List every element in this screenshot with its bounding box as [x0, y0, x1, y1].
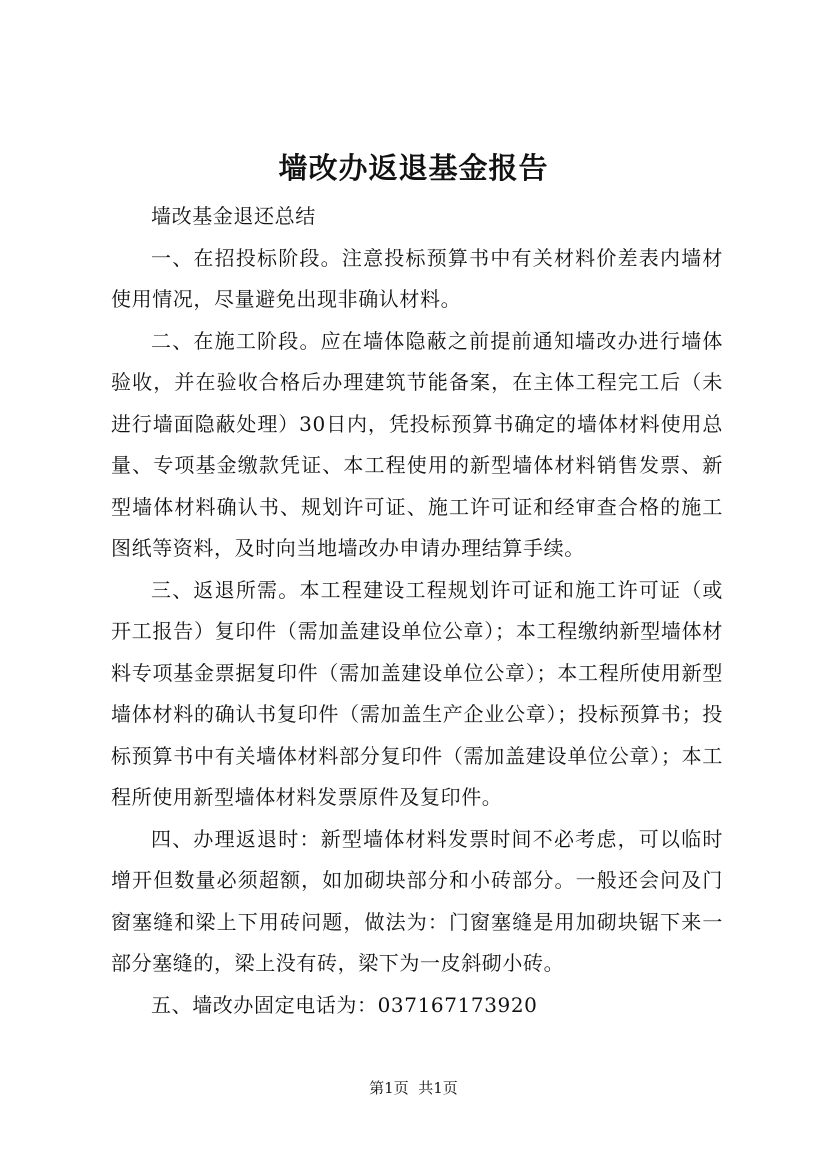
document-body — [111, 196, 723, 1026]
paragraph-office-phone: 五、墙改办固定电话为：037167173920 — [151, 992, 538, 1017]
paragraph-required-documents: 三、返退所需。本工程建设工程规划许可证和施工许可证（或开工报告）复印件（需加盖建设单位公章）；本工程缴纳新型墙体材料专项基金票据复印件（需加盖建设单位公章）；本工程所使用新型墙体材料的确认书复印件（需加盖生产企业公章）；投标预算书；投标预算书中有关墙体材料部分复印件（需加盖建设单位公章）；本工程所使用新型墙体材料发票原件及复印件。 — [111, 577, 723, 809]
footer-spacer — [409, 1079, 419, 1097]
subtitle-paragraph: 墙改基金退还总结 — [151, 204, 316, 228]
page-total: 共1页 — [418, 1079, 458, 1097]
page-footer — [0, 1078, 827, 1098]
page-number: 第1页 — [369, 1079, 409, 1097]
paragraph-bidding-stage: 一、在招投标阶段。注意投标预算书中有关材料价差表内墙材使用情况，尽量避免出现非确认材料。 — [111, 245, 723, 311]
document-title: 墙改办返退基金报告 — [278, 151, 549, 185]
paragraph-construction-stage: 二、在施工阶段。应在墙体隐蔽之前提前通知墙改办进行墙体验收，并在验收合格后办理建筑节能备案，在主体工程完工后（未进行墙面隐蔽处理）30日内，凭投标预算书确定的墙体材料使用总量、专项基金缴款凭证、本工程使用的新型墙体材料销售发票、新型墙体材料确认书、规划许可证、施工许可证和经审查合格的施工图纸等资料，及时向当地墙改办申请办理结算手续。 — [111, 328, 723, 560]
paragraph-refund-handling: 四、办理返退时：新型墙体材料发票时间不必考虑，可以临时增开但数量必须超额，如加砌块部分和小砖部分。一般还会问及门窗塞缝和梁上下用砖问题，做法为：门窗塞缝是用加砌块锯下来一部分塞缝的，梁上没有砖，梁下为一皮斜砌小砖。 — [111, 826, 723, 975]
